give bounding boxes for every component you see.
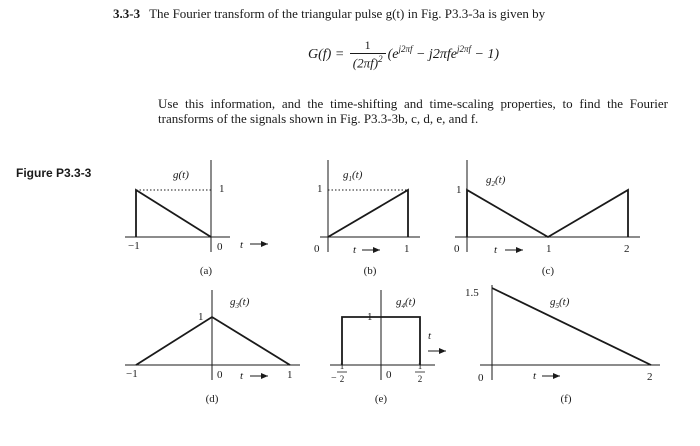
panel-b-x-right-label: 1 [404, 243, 410, 255]
eq-exponent-1: j2πf [398, 44, 413, 55]
panel-f-x-right-label: 2 [647, 371, 653, 383]
eq-mid: − j2πfe [412, 46, 457, 62]
panel-b-signal [328, 190, 408, 237]
panel-a-signal [136, 190, 211, 237]
panel-d-t-label: t [240, 370, 244, 382]
panel-b-func-label: $g_1(t)$ [343, 169, 363, 183]
panel-c-caption: (c) [541, 265, 555, 277]
panel-d-x-right-label: 1 [287, 369, 293, 381]
panel-f [480, 285, 660, 380]
panel-c-func-label: $g_2(t)$ [486, 174, 506, 188]
panel-f-signal [492, 288, 651, 365]
panel-c-x2-label: 2 [624, 243, 630, 255]
panel-f-t-label: t [533, 370, 537, 382]
panel-d-x-left-label: −1 [126, 368, 138, 380]
panel-d-func-label: $g_3(t)$ [230, 296, 250, 310]
denominator-base: (2πf) [352, 55, 379, 71]
eq-exponent-2: j2πf [456, 44, 471, 55]
panel-f-caption: (f) [560, 393, 572, 405]
panel-a-peak-label: 1 [219, 183, 225, 195]
panel-d-peak-label: 1 [198, 311, 204, 323]
panel-b-one-label: 1 [317, 183, 323, 195]
panel-d-caption: (d) [205, 393, 219, 405]
panel-e-minus-sign: − [331, 373, 337, 384]
panel-e-left-half-den: 2 [339, 374, 345, 384]
problem-number: 3.3-3 [113, 6, 141, 21]
panel-e-caption: (e) [374, 393, 388, 405]
panel-a-x-left-label: −1 [128, 240, 140, 252]
eq-end: − 1) [470, 46, 500, 62]
denominator-exponent: 2 [378, 54, 383, 64]
panel-d-signal [136, 317, 290, 365]
panel-e-t-label: t [428, 330, 432, 342]
panel-c-x1-label: 1 [546, 243, 552, 255]
panel-c-t-label: t [494, 244, 498, 256]
figure-label: Figure P3.3-3 [16, 166, 92, 180]
eq-paren-open: (e [387, 46, 399, 62]
panel-e-right-half-num: 1 [417, 361, 423, 371]
panel-c-one-label: 1 [456, 184, 462, 196]
panel-c-origin-label: 0 [454, 243, 460, 255]
panel-f-func-label: $g_5(t)$ [550, 296, 570, 310]
panel-c-signal [467, 190, 628, 237]
panel-a-origin-label: 0 [217, 241, 223, 253]
panel-f-peak-label: 1.5 [465, 287, 479, 299]
panel-a-caption: (a) [199, 265, 213, 277]
panel-d-origin-label: 0 [217, 369, 223, 381]
equation-lhs: G(f) = [308, 46, 345, 62]
panel-a-func-label: g(t) [173, 169, 189, 181]
panel-e-origin-label: 0 [386, 369, 392, 381]
panel-b-t-label: t [353, 244, 357, 256]
panel-b-origin-label: 0 [314, 243, 320, 255]
panel-c [455, 160, 640, 252]
panel-e-func-label: $g_4(t)$ [396, 296, 416, 310]
panel-e-right-half-den: 2 [417, 374, 423, 384]
panel-b-caption: (b) [363, 265, 377, 277]
instruction-paragraph: Use this information, and the time-shifting and time-scaling properties, to find the Fourier transforms of the signals shown in Fig. P3.3-3b, c, d, e, and f. [158, 96, 668, 126]
fraction-numerator: 1 [350, 38, 386, 54]
panel-a-t-label: t [240, 239, 244, 251]
panel-f-origin-label: 0 [478, 372, 484, 384]
panel-e-left-half-num: 1 [339, 361, 345, 371]
panel-b [320, 160, 420, 252]
problem-statement: The Fourier transform of the triangular pulse g(t) in Fig. P3.3-3a is given by [149, 6, 546, 21]
panel-d [125, 290, 300, 380]
panel-a [125, 160, 268, 252]
panel-e-level-label: 1 [367, 311, 373, 323]
